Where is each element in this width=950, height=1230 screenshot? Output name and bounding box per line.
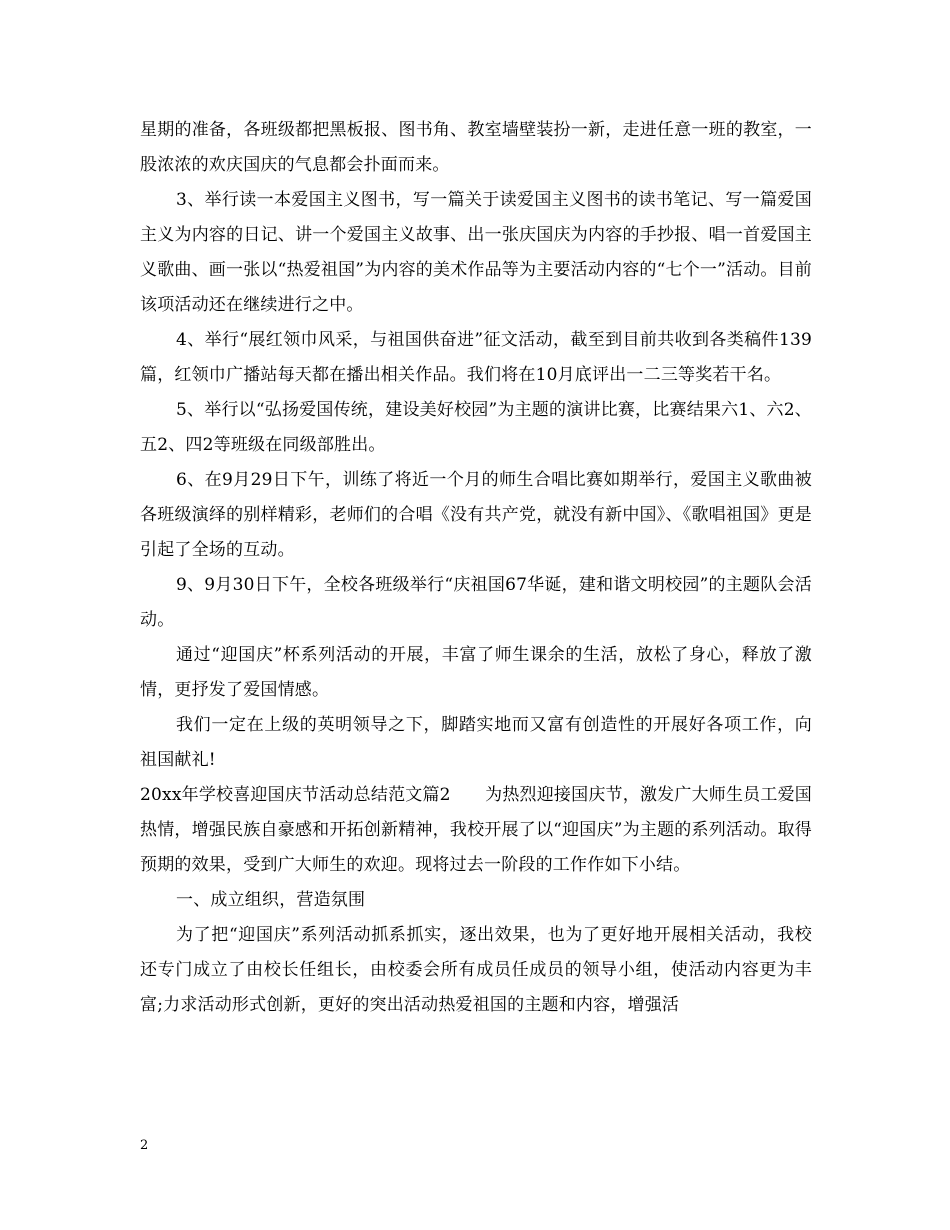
paragraph-4: 5、举行以“弘扬爱国传统，建设美好校园”为主题的演讲比赛，比赛结果六1、六2、五2、四2等班级在同级部胜出。 xyxy=(140,400,812,455)
paragraph-11: 为了把“迎国庆”系列活动抓系抓实，逐出效果，也为了更好地开展相关活动，我校还专门成立了由校长任组长，由校委会所有成员任成员的领导小组，使活动内容更为丰富;力求活动形式创新，更好的突出活动热爱祖国的主题和内容，增强活 xyxy=(140,925,812,1015)
paragraph-8: 我们一定在上级的英明领导之下，脚踏实地而又富有创造性的开展好各项工作，向祖国献礼! xyxy=(140,715,812,770)
paragraph-1: 星期的准备，各班级都把黑板报、图书角、教室墙壁装扮一新，走进任意一班的教室，一股浓浓的欢庆国庆的气息都会扑面而来。 xyxy=(140,120,812,175)
paragraph-7: 通过“迎国庆”杯系列活动的开展，丰富了师生课余的生活，放松了身心，释放了激情，更抒发了爱国情感。 xyxy=(140,645,812,700)
paragraph-2: 3、举行读一本爱国主义图书，写一篇关于读爱国主义图书的读书笔记、写一篇爱国主义为内容的日记、讲一个爱国主义故事、出一张庆国庆为内容的手抄报、唱一首爱国主义歌曲、画一张以“热爱祖国”为内容的美术作品等为主要活动内容的“七个一”活动。目前该项活动还在继续进行之中。 xyxy=(140,190,812,315)
paragraph-5: 6、在9月29日下午，训练了将近一个月的师生合唱比赛如期举行，爱国主义歌曲被各班级演绎的别样精彩，老师们的合唱《没有共产党，就没有新中国》、《歌唱祖国》更是引起了全场的互动。 xyxy=(140,470,812,560)
page-number: 2 xyxy=(140,1138,149,1153)
paragraph-3: 4、举行“展红领巾风采，与祖国供奋进”征文活动，截至到目前共收到各类稿件139篇，红领巾广播站每天都在播出相关作品。我们将在10月底评出一二三等奖若干名。 xyxy=(140,330,812,385)
paragraph-6: 9、9月30日下午，全校各班级举行“庆祖国67华诞，建和谐文明校园”的主题队会活动。 xyxy=(140,575,812,630)
paragraph-9-section-heading: 20xx年学校喜迎国庆节活动总结范文篇2 为热烈迎接国庆节，激发广大师生员工爱国热情，增强民族自豪感和开拓创新精神，我校开展了以“迎国庆”为主题的系列活动。取得预期的效果，受到广大师生的欢迎。现将过去一阶段的工作作如下小结。 xyxy=(140,785,812,875)
paragraph-10-subheading: 一、成立组织，营造氛围 xyxy=(176,890,366,910)
document-body xyxy=(140,113,812,1023)
